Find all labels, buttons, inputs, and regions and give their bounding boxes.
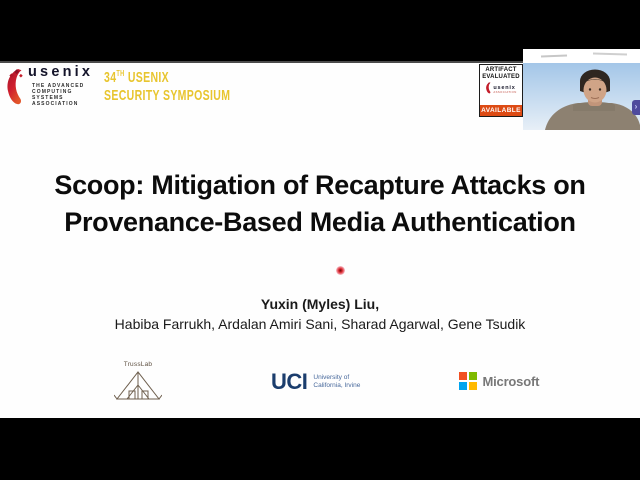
usenix-tagline-line1: THE ADVANCED: [32, 83, 85, 89]
webcam-background-mark: [593, 53, 627, 55]
badge-usenix-flame-icon: [485, 81, 492, 99]
slide-title-line2: Provenance-Based Media Authentication: [64, 207, 576, 237]
author-coauthors: Habiba Farrukh, Ardalan Amiri Sani, Sharad Agarwal, Gene Tsudik: [114, 316, 526, 332]
symposium-ordinal: TH: [116, 69, 125, 78]
webcam-background-mark: [541, 55, 567, 57]
presenter-webcam: [523, 49, 640, 130]
usenix-tagline-line3: ASSOCIATION: [32, 101, 79, 107]
badge-usenix-wordmark: usenix: [493, 84, 516, 91]
artifact-evaluated-badge: [479, 64, 523, 117]
badge-line1: ARTIFACT: [485, 67, 517, 73]
usenix-flame-icon: [5, 68, 25, 111]
usenix-tagline-line2: COMPUTING SYSTEMS: [32, 89, 73, 101]
microsoft-squares-icon: [459, 372, 477, 390]
author-presenter: Yuxin (Myles) Liu,: [260, 296, 380, 312]
usenix-wordmark: usenix: [28, 64, 94, 80]
authors-block: [0, 295, 640, 334]
badge-line2: EVALUATED: [482, 74, 520, 80]
symposium-title: [104, 65, 230, 105]
symposium-name: USENIX: [127, 69, 170, 86]
uci-sub-line1: University of: [313, 374, 350, 381]
symposium-line1: 34TH USENIX: [104, 69, 170, 86]
slide-title: [0, 167, 640, 241]
letterbox-bottom-bar: [0, 418, 640, 480]
uci-sub-line2: California, Irvine: [313, 382, 361, 389]
slide-title-line1: Scoop: Mitigation of Recapture Attacks on: [54, 170, 586, 200]
usenix-logo: [5, 66, 105, 106]
laser-pointer-dot: [336, 266, 345, 275]
microsoft-label: Microsoft: [482, 373, 540, 389]
trusslab-label: TrussLab: [123, 361, 153, 368]
trusslab-truss-icon: [114, 369, 162, 401]
badge-available-ribbon: AVAILABLE: [481, 107, 521, 114]
microsoft-logo: [459, 372, 539, 390]
usenix-tagline: [32, 83, 105, 107]
uci-logo: [271, 369, 360, 395]
uci-abbr: UCI: [271, 369, 308, 394]
badge-usenix-logo: [480, 83, 522, 96]
presenter-video-frame: [523, 63, 640, 130]
uci-sub-text: [313, 374, 360, 390]
trusslab-logo: [112, 361, 164, 406]
badge-usenix-sub: ASSOCIATION: [493, 89, 517, 94]
video-collapse-tab[interactable]: ›: [632, 100, 640, 115]
symposium-line2: SECURITY SYMPOSIUM: [104, 87, 231, 104]
